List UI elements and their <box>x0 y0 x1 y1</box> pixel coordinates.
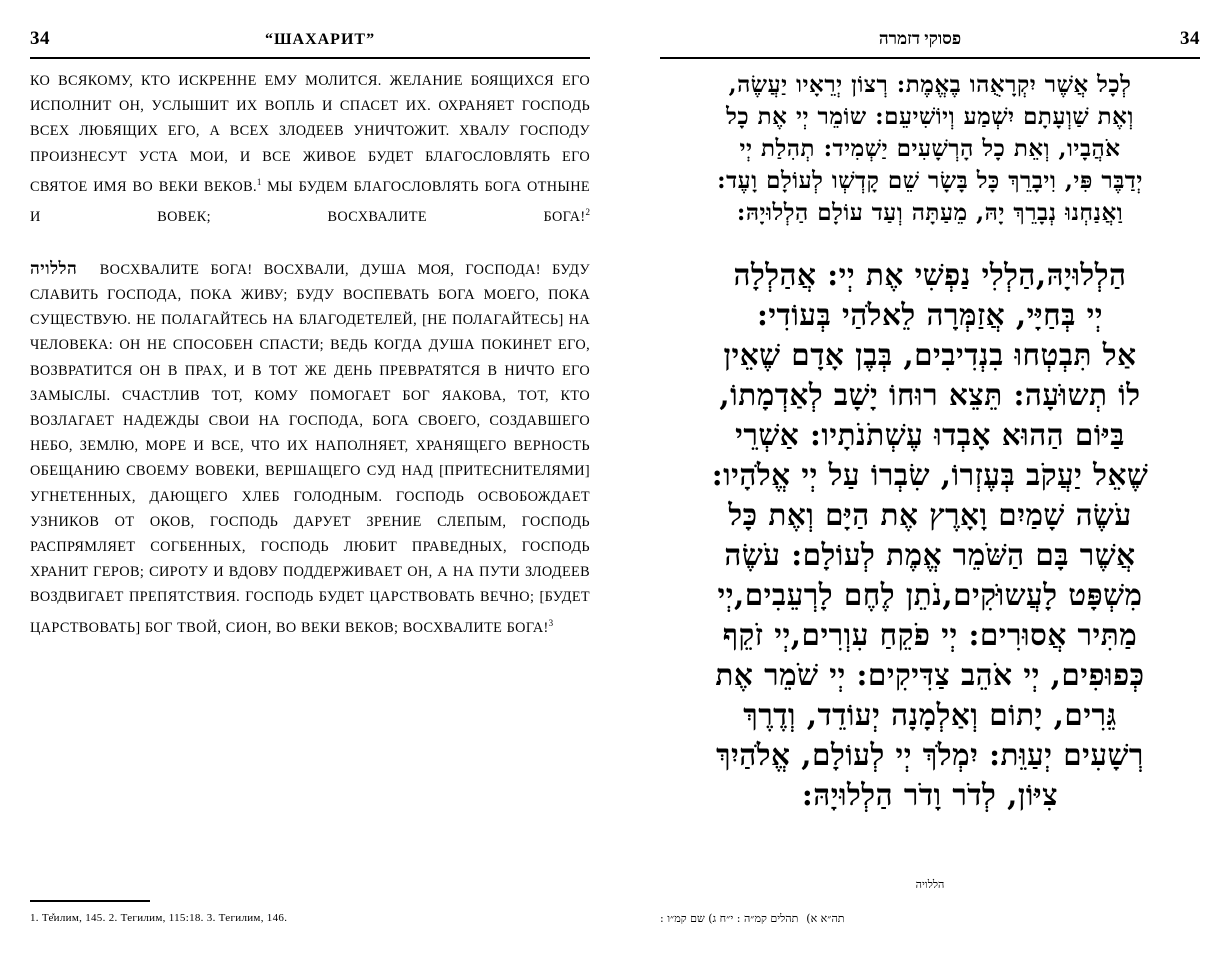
hebrew-line: הַלְלוּיָהּ,הַלְלִי נַפְשִׁי אֶת יְי: אֲהַלְלָה <box>733 257 1127 292</box>
paragraph-2 <box>30 256 590 641</box>
hebrew-line: מַתִּיר אֲסוּרִים: יְי פֹקֵחַ עִוְרִים,יְי זֹקֵף <box>722 617 1138 652</box>
hebrew-line: לוֹ תְשוּׁעָה: תֵּצֵא רוּחוֹ יָשָׁב לְאַדְמָתוֹ, <box>719 377 1141 412</box>
footnotes: 1. Те̽илим, 145. 2. Тегилим, 115:18. 3. Тегилим, 146. <box>30 912 288 924</box>
left-header <box>30 28 590 54</box>
left-column <box>30 28 590 655</box>
hebrew-lead-word: הללויה <box>30 258 78 278</box>
right-header-rule <box>660 57 1200 59</box>
hebrew-block-halleluya <box>660 255 1200 815</box>
hebrew-source-note <box>660 912 1204 925</box>
hebrew-line: רְשָׁעִים יְעַוֵּת: יִמְלֹךְ יְי לְעוֹלָם, אֱלֹהַיִךְ <box>716 737 1144 772</box>
footnote-ref-3: 3 <box>548 617 554 628</box>
footnote-ref-2: 2 <box>585 206 590 217</box>
paragraph-2-text: ВОСХВАЛИТЕ БОГА! ВОСХВАЛИ, ДУША МОЯ, ГОСПОДА! БУДУ СЛАВИТЬ ГОСПОДА, ПОКА ЖИВУ; БУДУ ВОСПЕВАТЬ БОГА МОЕГО, ПОКА СУЩЕСТВУЮ. НЕ ПОЛАГАЙТЕСЬ НА БЛАГОДЕТЕЛЕЙ, [НЕ ПОЛАГАЙТЕСЬ] НА ЧЕЛОВЕКА: ОН НЕ СПОСОБЕН СПАСТИ; ВЕДЬ КОГДА ДУША ПОКИНЕТ ЕГО, ВОЗВРАТИТСЯ ОН В ПРАХ, И В ТОТ ЖЕ ДЕНЬ ПРЕВРАТЯТСЯ В НИЧТО ЕГО ЗАМЫСЛЫ. СЧАСТЛИВ ТОТ, КОМУ ПОМОГАЕТ БОГ ЯАКОВА, ТОТ, КТО ВОЗЛАГАЕТ НАДЕЖДЫ СВОИ НА ГОСПОДА, БОГА СВОЕГО, СОЗДАВШЕГО НЕБО, ЗЕМЛЮ, МОРЕ И ВСЕ, ЧТО ИХ НАПОЛНЯЕТ, ХРАНЯЩЕГО ВЕРНОСТЬ ОБЕЩАНИЮ СВОЕМУ ВОВЕКИ, ВЕРШАЩЕГО СУД НАД [ПРИТЕСНИТЕЛЯМИ] УГНЕТЕННЫХ, ДАЮЩЕГО ХЛЕБ ГОЛОДНЫМ. ГОСПОДЬ ОСВОБОЖДАЕТ УЗНИКОВ ОТ ОКОВ, ГОСПОДЬ ДАРУЕТ ЗРЕНИЕ СЛЕПЫМ, ГОСПОДЬ РАСПРЯМЛЯЕТ СОГБЕННЫХ, ГОСПОДЬ ЛЮБИТ ПРАВЕДНЫХ, ГОСПОДЬ ХРАНИТ ГЕРОВ; СИРОТУ И ВДОВУ ПОДДЕРЖИВАЕТ ОН, А НА ПУТИ ЗЛОДЕЕВ ВОЗДВИГАЕТ ПРЕПЯТСТВИЯ. ГОСПОДЬ БУДЕТ ЦАРСТВОВАТЬ ВЕЧНО; [БУДЕТ ЦАРСТВОВАТЬ] БОГ ТВОЙ, СИОН, ВО ВЕКИ ВЕКОВ; ВОСХВАЛИТЕ БОГА! <box>30 261 590 636</box>
paragraph-1-text: КО ВСЯКОМУ, КТО ИСКРЕННЕ ЕМУ МОЛИТСЯ. ЖЕЛАНИЕ БОЯЩИХСЯ ЕГО ИСПОЛНИТ ОН, УСЛЫШИТ ИХ ВОПЛЬ И СПАСЕТ ИХ. ОХРАНЯЕТ ГОСПОДЬ ВСЕХ ЛЮБЯЩИХ ЕГО, А ВСЕХ ЗЛОДЕЕВ УНИЧТОЖИТ. ХВАЛУ ГОСПОДУ ПРОИЗНЕСУТ УСТА МОИ, И ВСЕ ЖИВОЕ БУДЕТ БЛАГОСЛОВЛЯТЬ ЕГО СВЯТОЕ ИМЯ ВО ВЕКИ ВЕКОВ. <box>30 73 590 195</box>
running-head-right: פסוקי דזמרה <box>878 29 962 48</box>
hebrew-line: כְּפוּפִים, יְי אֹהֵב צַדִּיקִים: יְי שֹׁמֵר אֶת <box>715 657 1145 692</box>
folio-right: 34 <box>1180 28 1200 49</box>
hebrew-line: גֵּרִים, יָתוֹם וְאַלְמָנָה יְעוֹדֵד, וְדֶרֶךְ <box>743 697 1117 732</box>
paragraph-1 <box>30 69 590 230</box>
hebrew-line: אֹהֲבָיו, וְאֵת כָל הָרְשָׁעִים יַשְׁמִיד: תְהִלַת יְי <box>739 135 1121 162</box>
footnote-rule <box>30 900 150 902</box>
hebrew-line: עֹשֶׂה שָׁמַיִם וָאָרֶץ אֶת הַיָּם וְאֶת כָּל <box>728 497 1132 532</box>
footnote-ref-1: 1 <box>256 176 262 187</box>
hebrew-line: צִיּוֹן, לְדֹר וָדֹר הַלְלוּיָהּ: <box>801 777 1059 812</box>
hebrew-line: וְאֶת שַׁוְעָתָם יִשְׁמַע וְיוֹשִׁיעֵם: שוֹמֵר יְי אֶת כָל <box>726 103 1134 130</box>
left-header-rule <box>30 57 590 59</box>
hebrew-line: יְדַבֶּר פִּי, וִיבָרֵךְ כָּל בָּשָׂר שֵׁם קָדְשְׁו לְעוֹלָם וָעֶד: <box>717 167 1143 194</box>
hebrew-line: אֲשֶׁר בָּם הַשֹּׁמֵר אֱמֶת לְעוֹלָם: עֹשֶׂה <box>724 537 1136 572</box>
folio-left: 34 <box>30 28 50 49</box>
hebrew-line: שֶׁאֵל יַעֲקֹב בְּעֶזְרוֹ, שִׂבְרוֹ עַל יְי אֱלֹהָיו: <box>711 457 1149 492</box>
right-header <box>660 28 1200 54</box>
hebrew-line: וַאֲנַחְנוּ נְבָרֵךְ יָהּ, מֵעַתָּה וְעַד עוֹלָם הַלְלוּיָהּ: <box>736 199 1124 226</box>
hebrew-line: לְכָל אֲשֶׁר יִקְרָאֻהו בֶאֱמֶת: רְצוֹן יְרֵאָיו יַעֲשֶׂה, <box>728 71 1132 98</box>
paragraph-1-text-2: МЫ БУДЕМ БЛАГОСЛОВЛЯТЬ БОГА ОТНЫНЕ И ВОВЕК; ВОСХВАЛИТЕ БОГА! <box>30 178 590 225</box>
hebrew-caption: הללויה <box>915 878 945 891</box>
right-column <box>660 28 1200 815</box>
hebrew-source-text: תהלים קמ״ה : י״ח ג) שם קמ״ו : <box>660 912 799 925</box>
hebrew-line: מִשְׁפָּט לָעֲשוּׁקִים,נֹתֵן לֶחֶם לָרְעֵבִים,יְי <box>717 577 1143 612</box>
hebrew-source-prefix: תה״א א) <box>806 912 845 925</box>
hebrew-block-ashrei-end <box>660 69 1200 229</box>
running-head-left: “ШАХАРИТ” <box>264 31 376 48</box>
hebrew-line: בַּיּוֹם הַהוּא אָבְדוּ עֶשְׁתֹנֹתָיו: אַשְׁרֵי <box>735 417 1125 452</box>
hebrew-line: יְי בְּחַיָּי, אֲזַמְּרָה לֵאלֹהַי בְּעוֹדִי: <box>756 297 1104 332</box>
hebrew-line: אַל תִּבְטְחוּ בִנְדִיבִים, בְּבֶן אָדָם שֶׁאֵין <box>723 337 1137 372</box>
